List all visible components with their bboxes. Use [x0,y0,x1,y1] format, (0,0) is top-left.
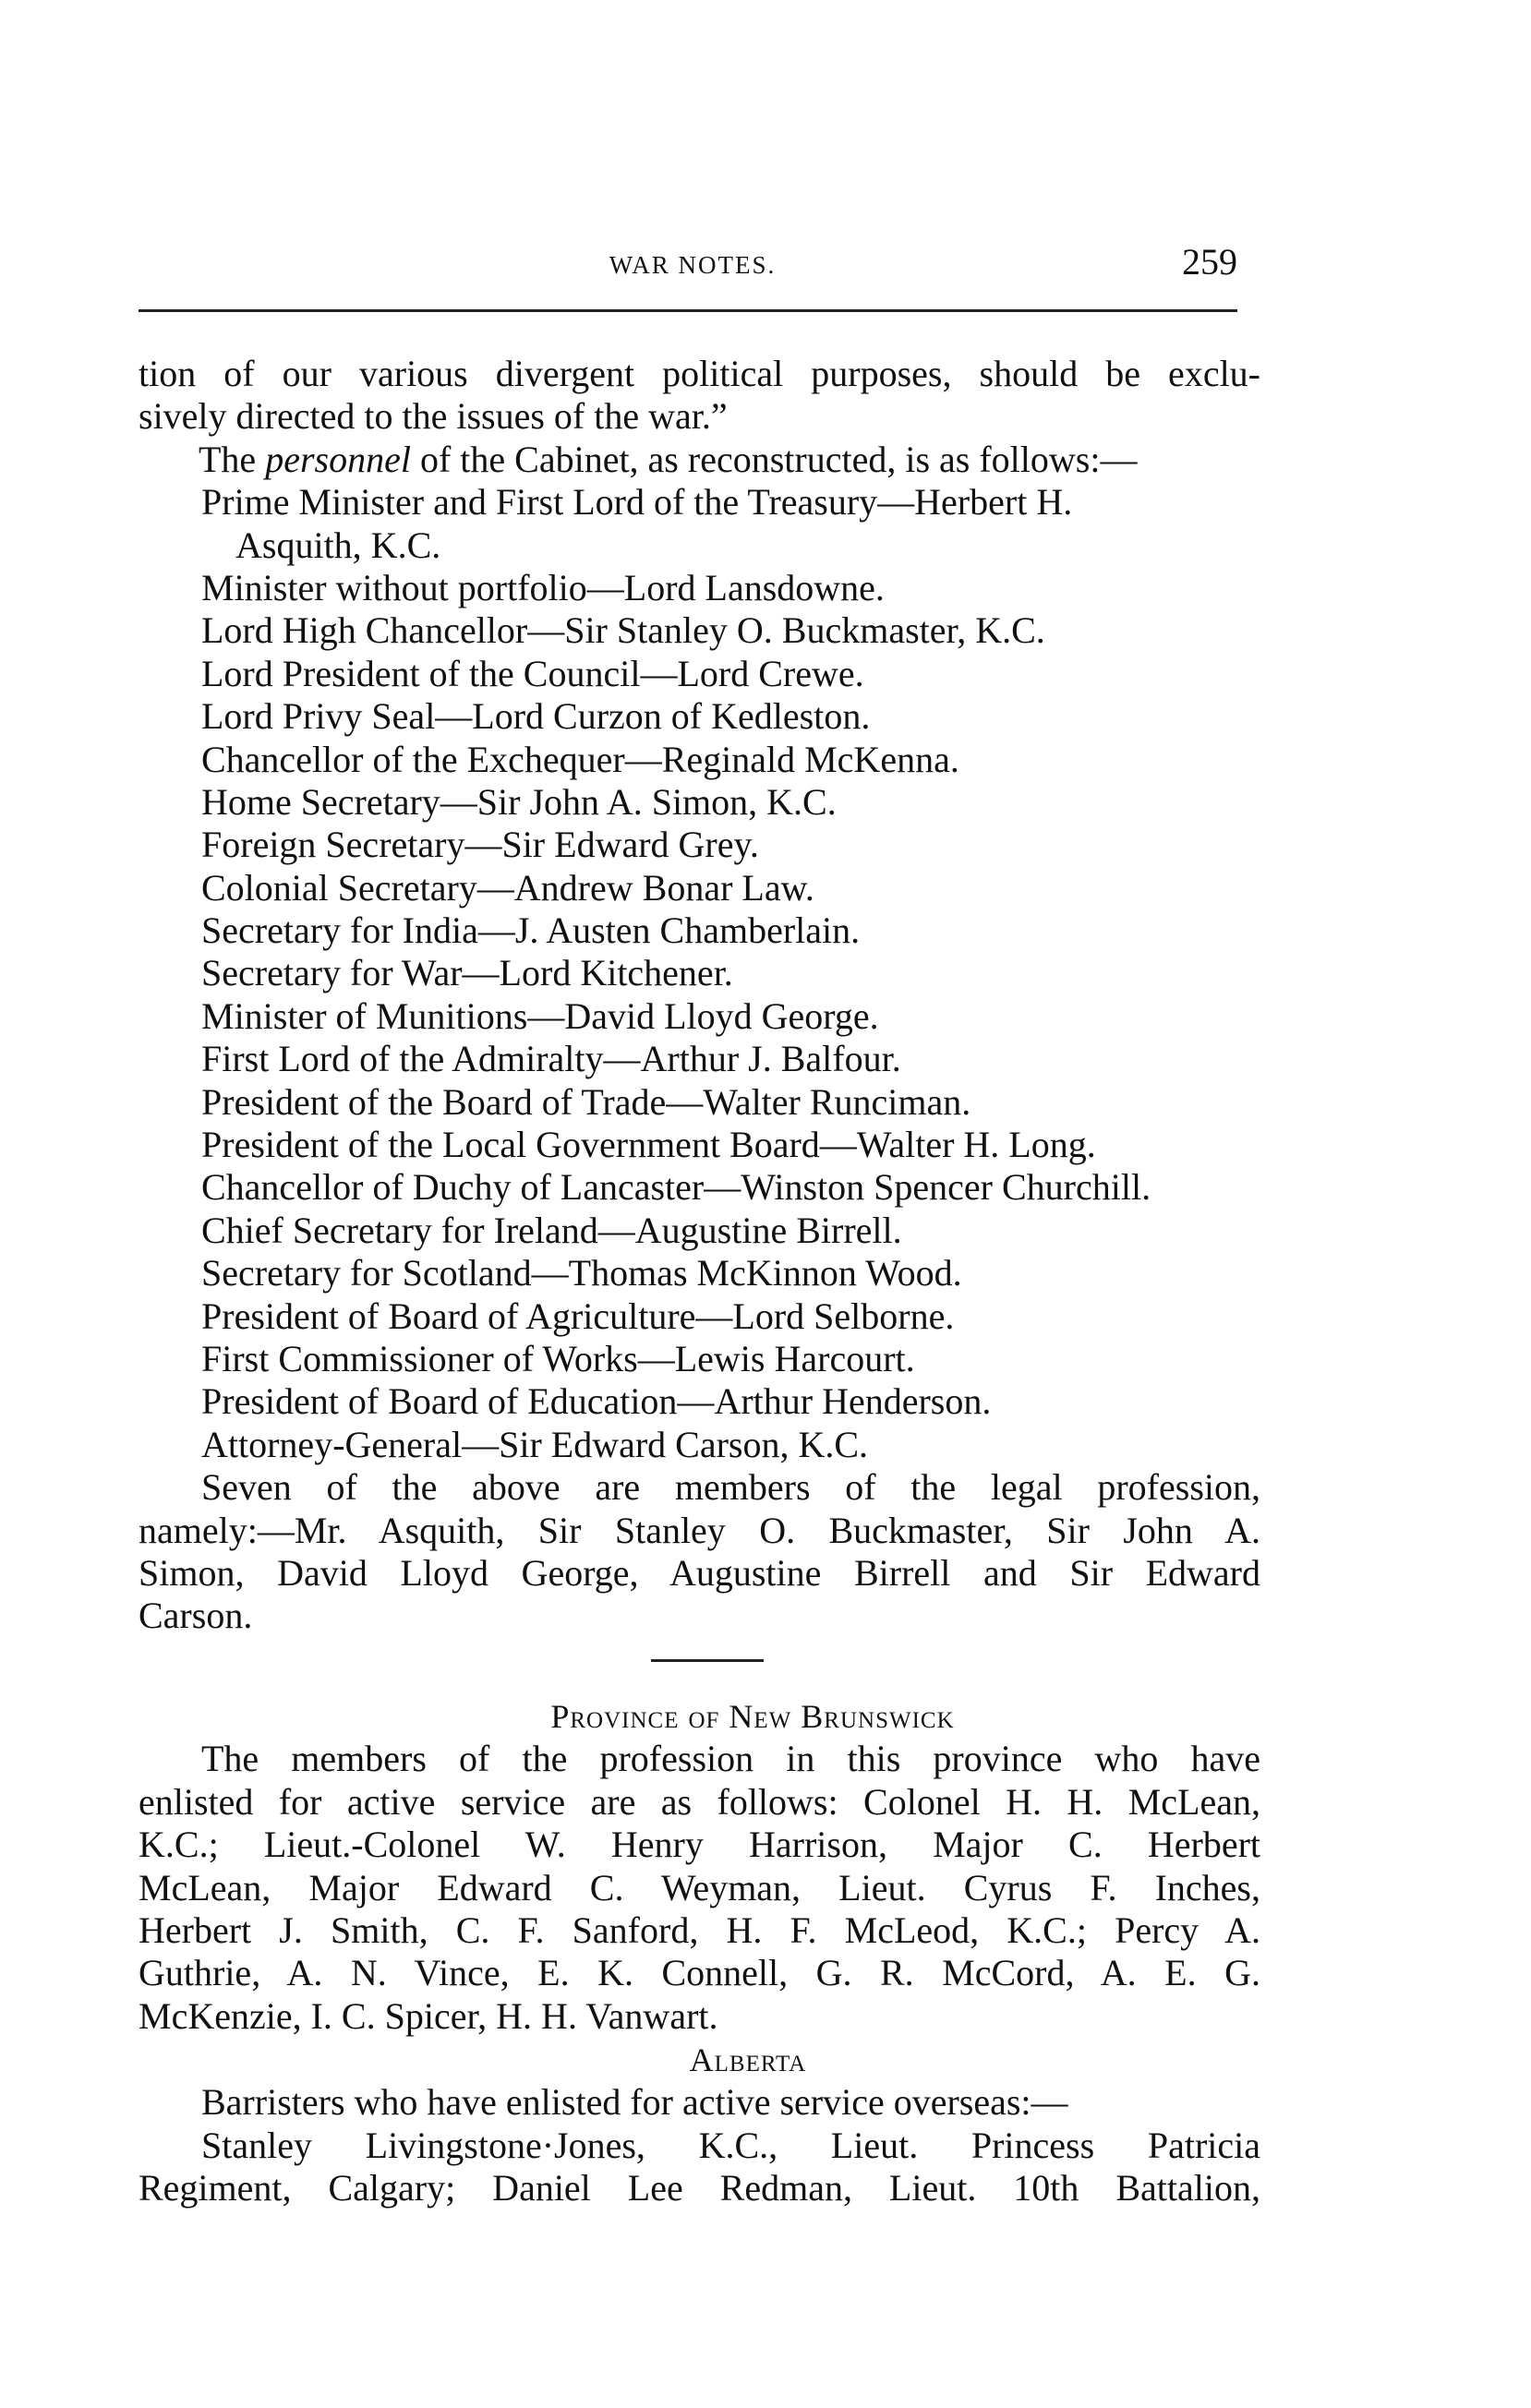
cabinet-item: President of the Local Government Board—Walter H. Long. [201,1124,1096,1166]
cabinet-item-continued: Asquith, K.C. [235,524,441,566]
text-line: Carson. [139,1595,253,1637]
header-rule [139,309,1237,312]
text-line: Barristers who have enlisted for active service overseas:— [201,2081,1068,2124]
cabinet-item: Secretary for War—Lord Kitchener. [201,952,733,994]
cabinet-item: Secretary for India—J. Austen Chamberlain. [201,909,861,952]
text-line: McKenzie, I. C. Spicer, H. H. Vanwart. [139,1994,718,2037]
cabinet-item: President of Board of Agriculture—Lord Selborne. [201,1294,955,1337]
text-line: Simon, David Lloyd George, Augustine Birrell and Sir Edward [139,1551,1260,1594]
cabinet-item: Lord President of the Council—Lord Crewe. [201,652,864,694]
cabinet-item: Colonial Secretary—Andrew Bonar Law. [201,866,814,909]
new-brunswick-section [139,1695,1260,2038]
text-line: enlisted for active service are as follows: Colonel H. H. McLean, [139,1780,1260,1823]
section-heading: Province of New Brunswick [550,1698,955,1735]
intro-text: of the Cabinet, as reconstructed, is as follows:— [410,438,1138,480]
cabinet-item: Minister without portfolio—Lord Lansdowne. [201,566,885,608]
text-line: Stanley Livingstone·Jones, K.C., Lieut. Princess Patricia [201,2124,1260,2166]
intro-text: The [199,438,266,480]
text-line: Regiment, Calgary; Daniel Lee Redman, Lieut. 10th Battalion, [139,2167,1260,2209]
cabinet-item: Secretary for Scotland—Thomas McKinnon Wood. [201,1252,962,1294]
cabinet-item: Home Secretary—Sir John A. Simon, K.C. [201,780,837,823]
section-divider [651,1659,764,1662]
cabinet-item: Lord Privy Seal—Lord Curzon of Kedleston. [201,695,871,738]
page-number: 259 [1182,241,1237,283]
running-title: WAR NOTES. [609,251,777,279]
cabinet-item: President of Board of Education—Arthur Henderson. [201,1380,992,1423]
text-line: The members of the profession in this province who have [201,1738,1260,1780]
text-line: sively directed to the issues of the war.” [139,395,728,438]
text-line: namely:—Mr. Asquith, Sir Stanley O. Buckmaster, Sir John A. [139,1509,1260,1551]
cabinet-item: Chief Secretary for Ireland—Augustine Birrell. [201,1209,902,1251]
cabinet-intro [139,439,1260,481]
cabinet-section [139,353,1260,1638]
cabinet-item: First Lord of the Admiralty—Arthur J. Balfour. [201,1038,901,1080]
text-line: tion of our various divergent political purposes, should be exclu- [139,353,1260,394]
cabinet-item: Prime Minister and First Lord of the Treasury—Herbert H. [201,481,1073,524]
cabinet-item: Chancellor of the Exchequer—Reginald McKenna. [201,738,959,780]
text-line: Herbert J. Smith, C. F. Sanford, H. F. McLeod, K.C.; Percy A. [139,1908,1260,1951]
cabinet-item: Minister of Munitions—David Lloyd George. [201,994,879,1037]
text-line: K.C.; Lieut.-Colonel W. Henry Harrison, Major C. Herbert [139,1824,1260,1866]
cabinet-item: Chancellor of Duchy of Lancaster—Winston Spencer Churchill. [201,1166,1151,1209]
intro-italic: personnel [265,438,411,480]
cabinet-item: Attorney-General—Sir Edward Carson, K.C. [201,1423,869,1465]
cabinet-item: Foreign Secretary—Sir Edward Grey. [201,824,759,866]
text-line: Seven of the above are members of the legal profession, [201,1466,1260,1509]
running-head [139,240,1247,295]
section-heading: Alberta [689,2041,807,2078]
text-line: Guthrie, A. N. Vince, E. K. Connell, G. R. McCord, A. E. G. [139,1952,1260,1994]
cabinet-item: Lord High Chancellor—Sir Stanley O. Buckmaster, K.C. [201,609,1045,652]
cabinet-item: First Commissioner of Works—Lewis Harcourt. [201,1337,915,1379]
text-line: McLean, Major Edward C. Weyman, Lieut. Cyrus F. Inches, [139,1866,1260,1908]
alberta-section [139,2039,1260,2210]
cabinet-item: President of the Board of Trade—Walter Runciman. [201,1080,971,1123]
